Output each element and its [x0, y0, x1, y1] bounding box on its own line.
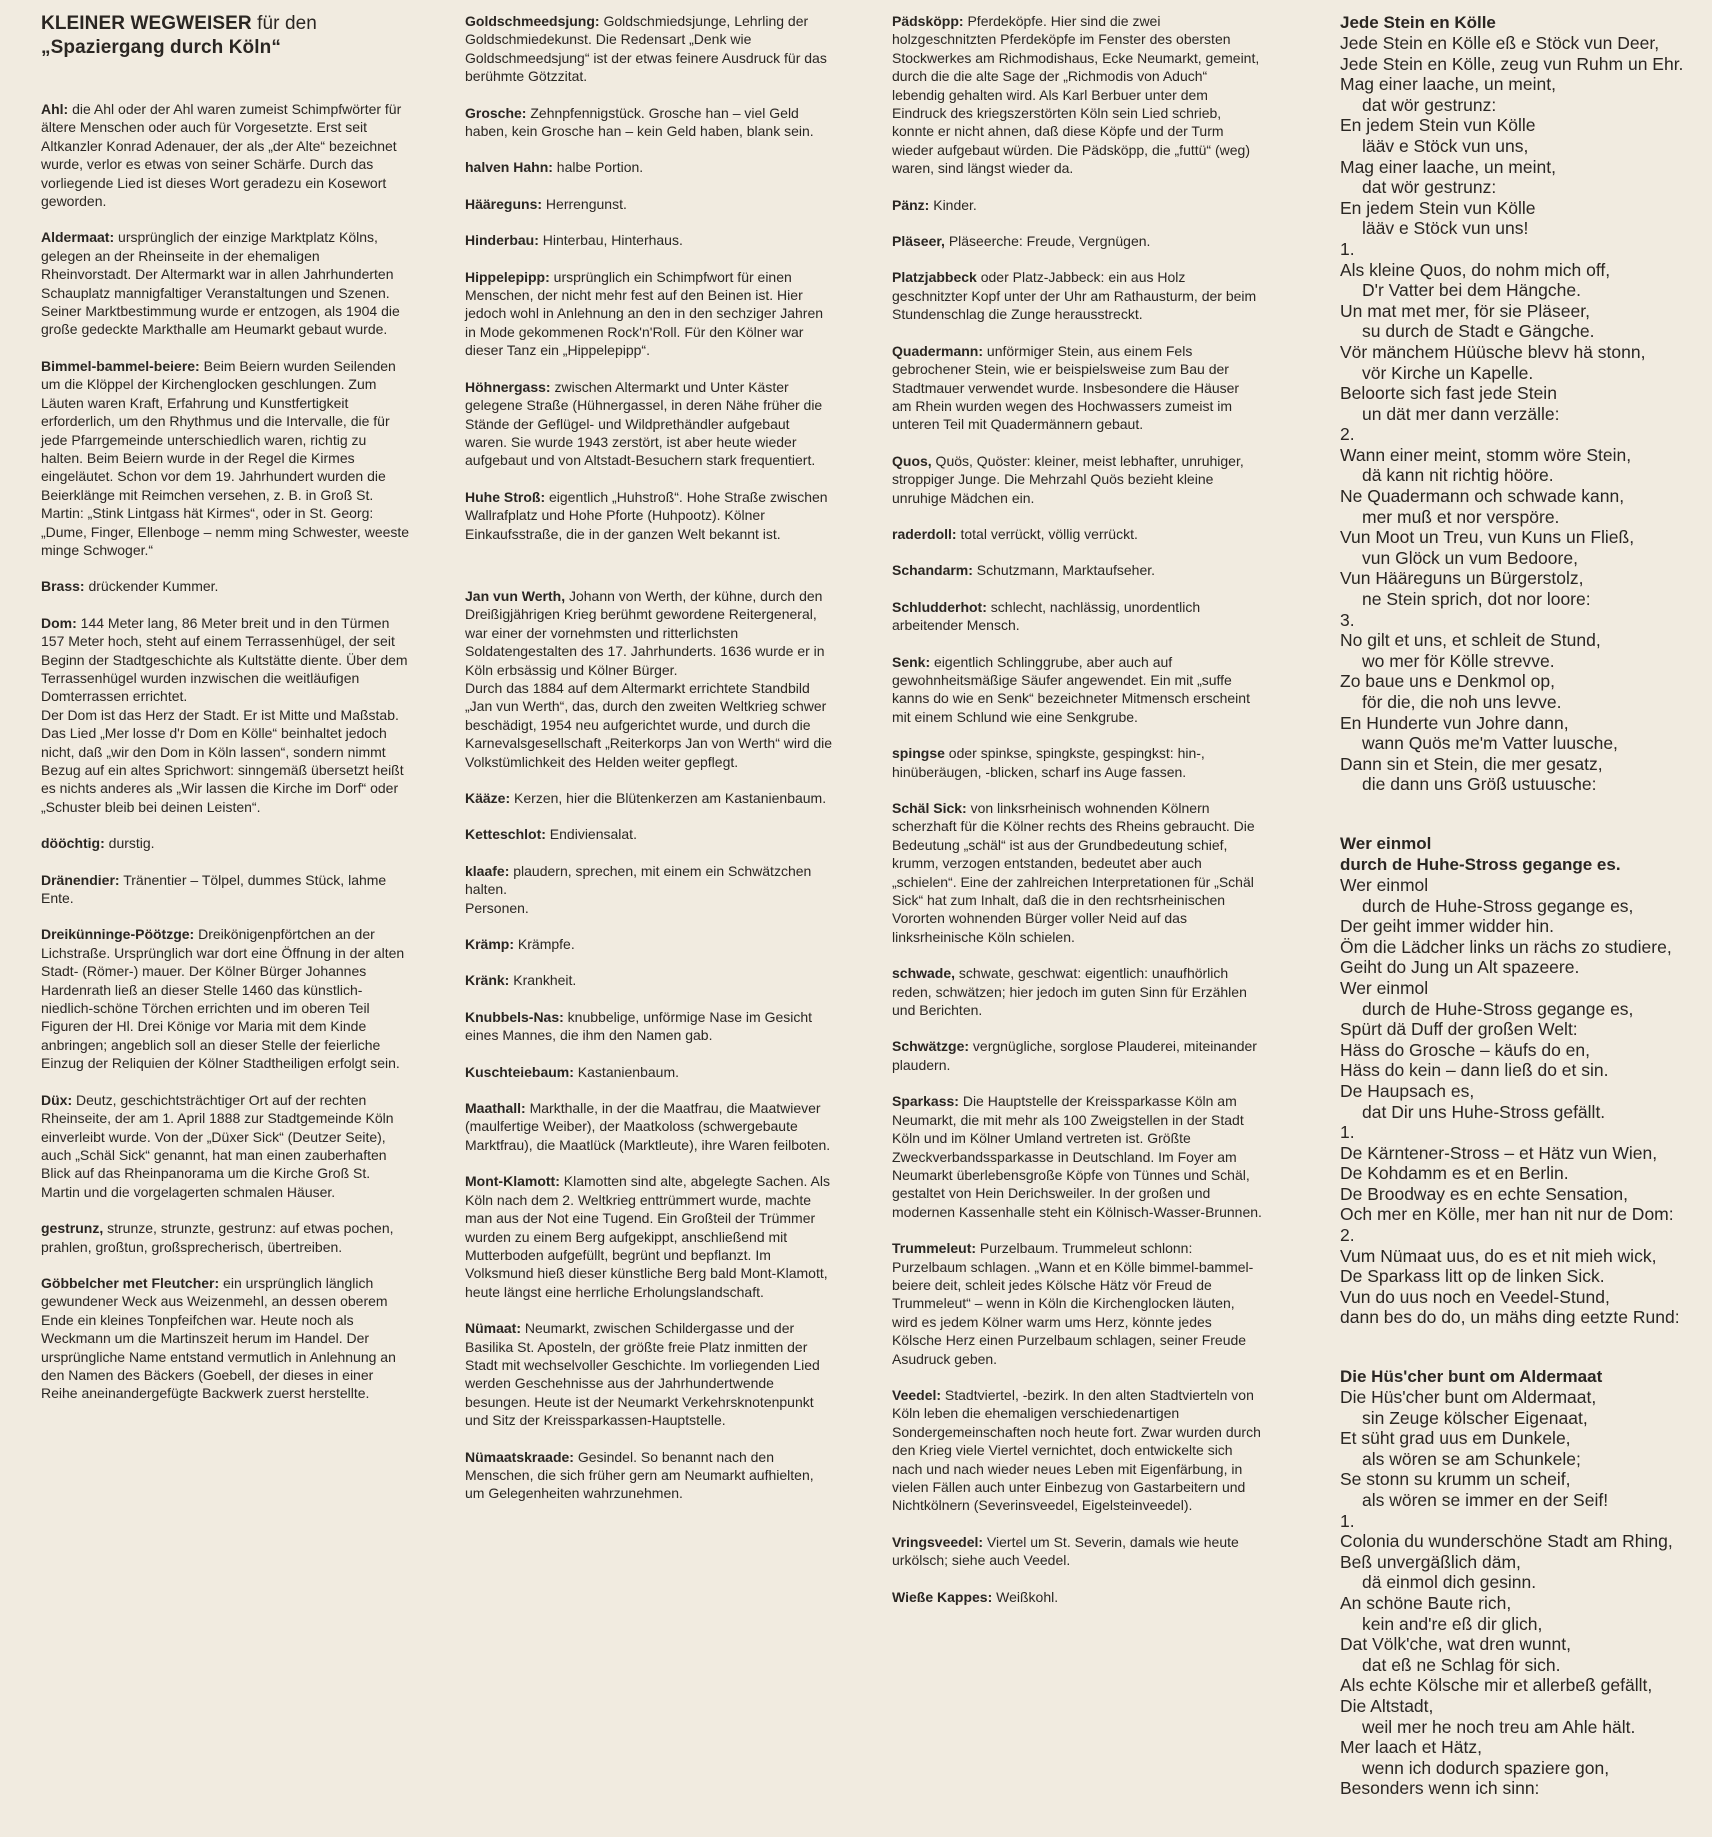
glossary-entry [41, 834, 411, 852]
entry-term: Schäl Sick: [892, 800, 967, 816]
song-line: Dat Völk'che, wat dren wunnt, [1340, 1634, 1571, 1655]
song-line: Vun Moot un Treu, vun Kuns un Fließ, [1340, 527, 1635, 548]
entry-definition: oder spinkse, spingkste, gespingkst: hin-, hinüberäugen, -blicken, scharf ins Auge fassen. [892, 745, 1205, 780]
song-line: Mag einer laache, un meint, [1340, 156, 1556, 177]
entry-term: raderdoll: [892, 525, 957, 542]
entry-definition: durstig. [104, 835, 155, 852]
song-line: Vör mänchem Hüüsche blevv hä stonn, [1340, 341, 1646, 362]
song-line: Häss do kein – dann ließ do et sin. [1340, 1060, 1609, 1081]
glossary-entry [41, 228, 411, 338]
entry-definition: zwischen Altermarkt und Unter Käster gelegene Straße (Hühnergassel, in deren Nähe früher die Stände der Geflügel- und Wildprethändler aufgebaut waren. Sie wurde 1943 zerstört, ist aber heute wieder aufgebaut und von Altstadt-Besuchern stark frequentiert. [465, 378, 823, 469]
glossary-entry [892, 525, 1262, 543]
glossary-title-bold: KLEINER WEGWEISER [41, 13, 252, 34]
entry-paragraph [41, 1219, 411, 1256]
song-line: dat wör gestrunz: [1362, 94, 1497, 115]
entry-definition: Kerzen, hier die Blütenkerzen am Kastanienbaum. [510, 790, 827, 806]
song-line: Die Altstadt, [1340, 1695, 1434, 1716]
song-line: Der geiht immer widder hin. [1340, 916, 1554, 937]
entry-definition: Pferdeköpfe. Hier sind die zwei holzgeschnitzten Pferdeköpfe im Fenster des obersten Stockwerkes am Richmodishaus, Ecke Neumarkt, gemeint, durch die die alte Sage der „Richmodis von Aduch“ lebendig gehalten wird. Als Karl Berbuer unter dem Eindruck des kriegszerstörten Köln sein Lied schrieb, konnte er nicht ahnen, daß diese Köpfe und der Turm wieder aufgebaut würden. Die Pädsköpp, die „futtü“ (weg) waren, sind längst wieder da. [892, 13, 1260, 177]
song-line: Wann einer meint, stomm wöre Stein, [1340, 444, 1632, 465]
glossary-title-line2: „Spaziergang durch Köln“ [41, 37, 281, 58]
song-line: vun Glöck un vum Bedoore, [1362, 547, 1578, 568]
entry-term: Schandarm: [892, 562, 973, 579]
glossary-entry [41, 614, 411, 816]
glossary-entry [892, 1239, 1262, 1368]
entry-term: halven Hahn: [465, 159, 553, 176]
entry-definition: schwate, geschwat: eigentlich: unaufhörlich reden, schwätzen; hier jedoch im guten Sinn für Erzählen und Berichten. [892, 965, 1247, 1019]
entry-paragraph [465, 1099, 835, 1154]
song-line: dat wör gestrunz: [1362, 177, 1497, 198]
glossary-entry [41, 100, 411, 210]
entry-paragraph [41, 1274, 411, 1403]
glossary-title [41, 12, 411, 60]
entry-definition: die Ahl oder der Ahl waren zumeist Schimpfwörter für ältere Menschen oder auch für Vorgesetzte. Erst seit Altkanzler Konrad Adenauer, der als „der Alte“ bezeichnet wurde, verlor es etwas von seiner Schärfe. Durch das vorliegende Lied ist dieses Wort geradezu ein Kosewort geworden. [41, 101, 402, 210]
glossary-entry [41, 1274, 411, 1403]
glossary-entry [892, 561, 1262, 579]
entry-paragraph [892, 268, 1262, 323]
entry-definition: von linksrheinisch wohnenden Kölnern scherzhaft für die Kölner rechts des Rheins gebraucht. Die Bedeutung „schäl“ ist aus der Grundbedeutung schief, krumm, verzogen entstanden, bedeutet aber auch „schielen“. Eine der zahlreichen Interpretationen für „Schäl Sick“ hat zum Inhalt, daß die in den rechtsrheinischen Vororten wohnenden Bürger voller Neid auf das linksrheinische Köln schielen. [892, 800, 1255, 945]
entry-term: Huhe Stroß: [465, 488, 546, 505]
entry-term: Aldermaat: [41, 229, 115, 246]
entry-paragraph [465, 1319, 835, 1429]
entry-term: Kääze: [465, 790, 511, 806]
song-line: 1. [1340, 1510, 1355, 1531]
entry-definition: Quös, Quöster: kleiner, meist lebhafter, unruhiger, stroppiger Junge. Die Mehrzahl Quös bezieht kleine unruhige Mädchen ein. [892, 452, 1244, 506]
entry-definition: Klamotten sind alte, abgelegte Sachen. Als Köln nach dem 2. Weltkrieg enttrümmert wurde, machte man aus der Not eine Tugend. Ein Großteil der Trümmer wurden zu einem Berg aufgekippt, anschließend mit Mutterboden aufgefüllt, begrünt und bepflanzt. Im Volksmund hieß dieser künstliche Berg bald Mont-Klamott, heute längst eine herrliche Erholungslandschaft. [465, 1173, 830, 1300]
entry-term: Dom: [41, 614, 77, 631]
entry-definition: Goldschmiedsjunge, Lehrling der Goldschmiedekunst. Die Redensart „Denk wie Goldschmeedsjung“ ist der etwas feinere Ausdruck für das berühmte Götzzitat. [465, 13, 827, 85]
entry-term: Brass: [41, 578, 85, 595]
glossary-entry [892, 799, 1262, 946]
glossary-entry [465, 971, 835, 989]
song-line: Geiht do Jung un Alt spazeere. [1340, 957, 1580, 978]
entry-definition: Gesindel. So benannt nach den Menschen, die sich früher gern am Neumarkt aufhielten, um Gelegenheiten wahrzunehmen. [465, 1448, 814, 1502]
entry-definition: ursprünglich der einzige Marktplatz Kölns, gelegen an der Rheinseite in der ehemaligen Rheinvorstadt. Der Altermarkt war in allen Jahrhunderten Schauplatz mannigfaltiger Veranstaltungen und Szenen. Seiner Marktbestimmung wurde er entzogen, als 1904 die große gedeckte Markthalle am Heumarkt gebaut wurde. [41, 229, 400, 338]
song-line: Öm die Lädcher links un rächs zo studiere, [1340, 936, 1672, 957]
entry-definition: Herrengunst. [542, 195, 627, 212]
song-line: An schöne Baute rich, [1340, 1592, 1512, 1613]
entry-term: Sparkass: [892, 1093, 959, 1110]
song-line: wann Quös me'm Vatter luusche, [1362, 733, 1618, 754]
entry-term: Höhnergass: [465, 378, 551, 395]
song-line: Zo baue uns e Denkmol op, [1340, 671, 1555, 692]
entry-paragraph [41, 614, 411, 706]
entry-definition: Weißkohl. [992, 1588, 1059, 1605]
entry-term: Hippelepipp: [465, 268, 550, 285]
entry-continuation: Durch das 1884 auf dem Altermarkt errichtete Standbild „Jan vun Werth“, das, durch den zweiten Weltkrieg schwer beschädigt, 1954 neu aufgerichtet wurde, und durch die Karnevalsgesellschaft „Reiterkorps Jan von Werth“ wird die Volkstümlichkeit des Helden weiter gepflegt. [465, 679, 833, 770]
glossary-entry [465, 268, 835, 360]
song-line: Wer einmol [1340, 977, 1429, 998]
song-line: Vun do uus noch en Veedel-Stund, [1340, 1286, 1610, 1307]
entry-term: Schludderhot: [892, 598, 987, 615]
song-line: sin Zeuge kölscher Eigenaat, [1362, 1407, 1588, 1428]
song-line: vör Kirche un Kapelle. [1362, 362, 1534, 383]
entry-definition: Stadtviertel, -bezirk. In den alten Stadtvierteln von Köln leben die ehemaligen verschiedenartigen Sondergemeinschaften noch heute fort. Zwar wurden durch den Krieg viele Viertel vernichtet, doch entwickelte sich nach und nach wieder neues Leben mit Eigenfärbung, in vielen Fällen auch unter Einbezug von Gastarbeitern und Nichtkölnern (Severinsveedel, Eigelsteinveedel). [892, 1386, 1261, 1514]
entry-definition: Viertel um St. Severin, damals wie heute urkölsch; siehe auch Veedel. [892, 1533, 1239, 1569]
entry-paragraph [465, 789, 835, 807]
entry-term: Krämp: [465, 936, 515, 953]
song-line: 2. [1340, 424, 1355, 445]
entry-term: Hääreguns: [465, 195, 543, 212]
entry-term: Schwätzge: [892, 1038, 970, 1055]
entry-term: Mont-Klamott: [465, 1173, 560, 1190]
entry-paragraph [892, 598, 1262, 635]
song-line: su durch de Stadt e Gängche. [1362, 321, 1595, 342]
entry-continuation: Der Dom ist das Herz der Stadt. Er ist Mitte und Maßstab. Das Lied „Mer losse d'r Dom en Kölle“ beinhaltet jedoch nicht, daß „wir den Dom in Köln lassen“, sondern nimmt Bezug auf ein altes Sprichwort: sinngemäß übersetzt heißt es nichts anderes als „Wir lassen die Kirche im Dorf“ oder „Schuster bleib bei deinen Leisten“. [41, 706, 404, 815]
song-line: No gilt et uns, et schleit de Stund, [1340, 630, 1601, 651]
entry-paragraph [892, 799, 1262, 946]
entry-paragraph [892, 1588, 1262, 1606]
entry-definition: halbe Portion. [552, 159, 644, 176]
song-lyrics-column [1340, 12, 1700, 1837]
song-block [1340, 1366, 1700, 1799]
song-line: als wören se am Schunkele; [1362, 1448, 1581, 1469]
glossary-entry [465, 104, 835, 141]
song-line: D'r Vatter bei dem Hängche. [1362, 280, 1581, 301]
entry-term: Pläseer, [892, 233, 945, 250]
entry-term: Vringsveedel: [892, 1533, 984, 1550]
song-line: Mer laach et Hätz, [1340, 1737, 1482, 1758]
entry-definition: drückender Kummer. [84, 578, 219, 595]
entry-definition: Krankheit. [509, 972, 577, 989]
entry-paragraph [41, 357, 411, 559]
glossary-entry [465, 1099, 835, 1154]
entry-term: Dreikünninge-Pöötzge: [41, 926, 195, 943]
glossary-entry [41, 1091, 411, 1201]
entry-term: Maathall: [465, 1100, 526, 1117]
glossary-entry [892, 1533, 1262, 1570]
glossary-entry [465, 862, 835, 917]
song-line: Colonia du wunderschöne Stadt am Rhing, [1340, 1531, 1673, 1552]
glossary-entry [892, 196, 1262, 214]
entry-term: Nümaat: [465, 1320, 522, 1337]
entry-term: Goldschmeedsjung: [465, 13, 600, 29]
song-block [1340, 12, 1700, 795]
song-line: Spürt dä Duff der großen Welt: [1340, 1019, 1578, 1040]
glossary-entry [465, 378, 835, 470]
song-line: för die, die noh uns levve. [1362, 692, 1562, 712]
song-line: Wer einmol [1340, 874, 1429, 895]
glossary-entry [465, 1319, 835, 1429]
song-line: un dät mer dann verzälle: [1362, 403, 1560, 424]
entry-paragraph [465, 1448, 835, 1503]
entry-term: Senk: [892, 653, 931, 670]
song-line: dä kann nit richtig hööre. [1362, 465, 1554, 486]
entry-paragraph [892, 653, 1262, 727]
entry-term: Quadermann: [892, 342, 984, 359]
entry-paragraph [465, 825, 835, 843]
entry-paragraph [892, 342, 1262, 434]
song-line: Besonders wenn ich sinn: [1340, 1778, 1540, 1799]
song-line: De Kärntener-Stross – et Hätz vun Wien, [1340, 1142, 1658, 1163]
entry-paragraph [892, 744, 1262, 781]
entry-definition: total verrückt, völlig verrückt. [956, 525, 1138, 542]
entry-definition: Krämpfe. [514, 936, 575, 953]
entry-paragraph [41, 1091, 411, 1201]
entry-paragraph [465, 268, 835, 360]
entry-paragraph [41, 577, 411, 595]
glossary-entry [41, 871, 411, 908]
entry-paragraph [465, 378, 835, 470]
entry-paragraph [465, 1172, 835, 1301]
entry-paragraph [465, 862, 835, 899]
glossary-entry [465, 587, 835, 771]
entry-term: Nümaatskraade: [465, 1448, 574, 1465]
entry-paragraph [465, 1063, 835, 1081]
glossary-entry [41, 1219, 411, 1256]
glossary-entry [892, 268, 1262, 323]
song-line: Mag einer laache, un meint, [1340, 74, 1556, 95]
entry-paragraph [892, 12, 1262, 178]
entry-term: Platzjabbeck [892, 269, 977, 286]
entry-paragraph [41, 228, 411, 338]
glossary-entry [41, 577, 411, 595]
song-line: Ne Quadermann och schwade kann, [1340, 486, 1625, 507]
glossary-entry [465, 935, 835, 953]
entry-definition: Neumarkt, zwischen Schildergasse und der Basilika St. Aposteln, der größte freie Platz inmitten der Stadt mit wechselvoller Geschichte. Im vorliegenden Lied werden Geschehnisse aus der Jahrhundertwende besungen. Heute ist der Neumarkt Verkehrsknotenpunkt und Sitz der Kreissparkassen-Hauptstelle. [465, 1320, 820, 1429]
song-block [1340, 833, 1700, 1328]
entry-term: Kuschteiebaum: [465, 1063, 574, 1080]
song-title: durch de Huhe-Stross gegange es. [1340, 854, 1621, 874]
song-line: dat Dir uns Huhe-Stross gefällt. [1362, 1101, 1606, 1122]
song-line: 3. [1340, 609, 1355, 630]
entry-definition: vergnügliche, sorglose Plauderei, miteinander plaudern. [892, 1038, 1257, 1073]
entry-paragraph [892, 525, 1262, 543]
entry-paragraph [465, 12, 835, 86]
entry-paragraph [892, 964, 1262, 1019]
song-line: dat eß ne Schlag för sich. [1362, 1654, 1561, 1675]
glossary-title-rest: für den [251, 13, 317, 34]
entry-term: Wieße Kappes: [892, 1588, 993, 1605]
glossary-entry [892, 452, 1262, 507]
entry-term: Ketteschlot: [465, 826, 546, 843]
entry-definition: plaudern, sprechen, mit einem ein Schwätzchen halten. [465, 862, 812, 898]
entry-definition: Markthalle, in der die Maatfrau, die Maatwiever (maulfertige Weiber), der Maatkoloss (schwergebaute Marktfrau), die Maatlück (Marktleute), ihre Waren feilboten. [465, 1100, 831, 1153]
entry-paragraph [465, 587, 835, 679]
song-line: Beß unvergäßlich däm, [1340, 1551, 1521, 1572]
entry-paragraph [465, 195, 835, 213]
entry-term: Quos, [892, 452, 932, 469]
entry-paragraph [892, 561, 1262, 579]
glossary-entry [892, 1037, 1262, 1074]
entry-term: Hinderbau: [465, 232, 539, 249]
glossary-entry [41, 357, 411, 559]
entry-definition: Tränentier – Tölpel, dummes Stück, lahme Ente. [41, 871, 387, 907]
song-line: durch de Huhe-Stross gegange es, [1362, 998, 1634, 1019]
glossary-entry [465, 158, 835, 176]
entry-paragraph [465, 1008, 835, 1045]
entry-paragraph [465, 488, 835, 543]
entry-term: Veedel: [892, 1386, 942, 1403]
glossary-entry [465, 1448, 835, 1503]
song-line: mer muß et nor verspöre. [1362, 506, 1560, 527]
entry-term: Ahl: [41, 101, 69, 117]
entry-paragraph [892, 1386, 1262, 1515]
song-line: 2. [1340, 1225, 1355, 1246]
song-line: Dann sin et Stein, die mer gesatz, [1340, 753, 1603, 774]
entry-term: Pänz: [892, 196, 930, 213]
song-line: De Broodway es en echte Sensation, [1340, 1183, 1628, 1204]
entry-paragraph [465, 971, 835, 989]
glossary-entry [892, 342, 1262, 434]
entry-term: Grosche: [465, 104, 527, 121]
entry-paragraph [41, 925, 411, 1072]
entry-paragraph [41, 100, 411, 210]
glossary-entry [892, 1588, 1262, 1606]
entry-definition: Deutz, geschichtsträchtiger Ort auf der rechten Rheinseite, der am 1. April 1888 zur Stadtgemeinde Köln einverleibt wurde. Von der „Düxer Sick“ (Deutzer Seite), auch „Schäl Sick“ genannt, hat man einen zauberhaften Blick auf das Rheinpanorama um die Kirche Groß St. Martin und die vorgelagerten schmalen Häuser. [41, 1091, 394, 1200]
song-line: Och mer en Kölle, mer han nit nur de Dom: [1340, 1204, 1674, 1225]
song-line: dann bes do do, un mähs ding eetzte Rund: [1340, 1307, 1680, 1328]
song-line: als wören se immer en der Seif! [1362, 1490, 1609, 1510]
entry-term: Düx: [41, 1091, 73, 1108]
entry-paragraph [41, 871, 411, 908]
entry-definition: 144 Meter lang, 86 Meter breit und in den Türmen 157 Meter hoch, steht auf einem Terrassenhügel, der seit Beginn der Stadtgeschichte als Kultstätte diente. Über dem Terrassenhügel wurden inzwischen die weitläufigen Domterrassen errichtet. [41, 614, 408, 705]
song-line: Jede Stein en Kölle, zeug vun Ruhm un Ehr. [1340, 53, 1684, 74]
entry-definition: Endiviensalat. [545, 826, 637, 843]
song-line: wenn ich dodurch spaziere gon, [1362, 1757, 1610, 1778]
glossary-entry [892, 1092, 1262, 1221]
glossary-entry [465, 488, 835, 543]
entry-term: Knubbels-Nas: [465, 1008, 564, 1025]
entry-continuation: Personen. [465, 899, 529, 916]
song-line: Se stonn su krumm un scheif, [1340, 1469, 1571, 1490]
entry-term: schwade, [892, 965, 956, 982]
song-line: kein and're eß dir glich, [1362, 1613, 1543, 1634]
entry-definition: Beim Beiern wurden Seilenden um die Klöppel der Kirchenglocken geschlungen. Zum Läuten waren Kraft, Erfahrung und Kunstfertigkeit erforderlich, um den Rhythmus und die Intervalle, die für jede Pfarrgemeinde unterschiedlich waren, richtig zu halten. Beim Beiern wurde in der Regel die Kirmes eingeläutet. Schon vor dem 19. Jahrhundert wurden die Beierklänge mit Reimchen versehen, z. B. in Groß St. Martin: „Stink Lintgass hät Kirmes“, oder in St. Georg: „Dume, Finger, Ellenboge – nemm ming Schwester, weeste minge Schwoger.“ [41, 357, 410, 558]
song-line: durch de Huhe-Stross gegange es, [1362, 895, 1634, 916]
song-line: dä einmol dich gesinn. [1362, 1572, 1537, 1593]
entry-paragraph [892, 1037, 1262, 1074]
song-line: En Hunderte vun Johre dann, [1340, 712, 1569, 733]
glossary-entry [465, 12, 835, 86]
entry-definition: Johann von Werth, der kühne, durch den Dreißigjährigen Krieg berühmt gewordene Reitergeneral, war einer der vornehmsten und ritterlichsten Soldatengestalten des 17. Jahrhunderts. 1636 wurde er in Köln erbsässig und Kölner Bürger. [465, 587, 825, 678]
glossary-entry [465, 1172, 835, 1301]
entry-definition: ursprünglich ein Schimpfwort für einen Menschen, der nicht mehr fest auf den Beinen ist. Hier jedoch wohl in Anlehnung an den in den sechziger Jahren in Mode gekommenen Rock'n'Roll. Für den Kölner war dieser Tanz ein „Hippelepipp“. [465, 268, 824, 359]
song-line: De Kohdamm es et en Berlin. [1340, 1163, 1569, 1184]
entry-paragraph [892, 232, 1262, 250]
entry-definition: Hinterbau, Hinterhaus. [538, 232, 683, 249]
entry-definition: Kastanienbaum. [573, 1063, 679, 1080]
song-line: wo mer för Kölle strevve. [1362, 650, 1555, 671]
entry-definition: Pläseerche: Freude, Vergnügen. [944, 233, 1151, 250]
entry-definition: Die Hauptstelle der Kreissparkasse Köln am Neumarkt, die mit mehr als 100 Zweigstellen in der Stadt Köln und im Kölner Umland vertreten ist. Größte Zweckverbandssparkasse in Deutschland. Im Foyer am Neumarkt überlebensgroße Köpfe von Tünnes und Schäl, gestaltet von Hein Derichsweiler. In der großen und modernen Kassenhalle steht ein Kölnisch-Wasser-Brunnen. [892, 1093, 1262, 1220]
song-line: Un mat met mer, för sie Pläseer, [1340, 300, 1590, 321]
song-line: ne Stein sprich, dot nor loore: [1362, 589, 1591, 610]
glossary-column-2 [465, 12, 835, 1521]
entry-paragraph [465, 935, 835, 953]
entry-definition: eigentlich Schlinggrube, aber auch auf gewohnheitsmäßige Säufer angewendet. Ein mit „suffe kanns do wie en Senk“ bezeichneter Mitmensch erscheint mit einem Schlund wie eine Senkgrube. [892, 653, 1250, 725]
entry-definition: Kinder. [929, 196, 977, 213]
entry-definition: Purzelbaum. Trummeleut schlonn: Purzelbaum schlagen. „Wann et en Kölle bimmel-bammel-beiere deit, schleit jedes Kölsche Hätz vör Freud de Trummeleut“ – wenn in Köln die Kirchenglocken läuten, wird es jedem Kölner warm ums Herz, könnte jedes Kölsche Herz einen Purzelbaum schlagen, seiner Freude Asudruck geben. [892, 1240, 1254, 1367]
glossary-entry [465, 789, 835, 807]
entry-definition: ein ursprünglich länglich gewundener Weck aus Weizenmehl, an dessen oberem Ende ein kleines Tonpfeifchen war. Heute noch als Weckmann um die Martinszeit herum im Handel. Der ursprüngliche Name entstand vermutlich in Anlehnung an den Namen des Bäckers (Goebell, der dieses in einer Reihe aneinandergefügte Backwerk zuerst herstellte. [41, 1274, 396, 1402]
glossary-column-1 [41, 12, 411, 1421]
glossary-entry [892, 598, 1262, 635]
song-line: Als kleine Quos, do nohm mich off, [1340, 259, 1611, 280]
song-line: En jedem Stein vun Kölle [1340, 197, 1536, 218]
entry-term: dööchtig: [41, 835, 105, 852]
glossary-entry [892, 12, 1262, 178]
song-title: Die Hüs'cher bunt om Aldermaat [1340, 1367, 1603, 1387]
entry-term: klaafe: [465, 862, 510, 879]
entry-paragraph [465, 231, 835, 249]
glossary-entry [465, 825, 835, 843]
song-line: Jede Stein en Kölle eß e Stöck vun Deer, [1340, 33, 1660, 53]
glossary-entry [892, 964, 1262, 1019]
entry-definition: Schutzmann, Marktaufseher. [972, 562, 1156, 579]
glossary-entry [465, 1008, 835, 1045]
song-line: Beloorte sich fast jede Stein [1340, 383, 1557, 404]
song-line: lääv e Stöck vun uns! [1362, 218, 1529, 239]
entry-paragraph [465, 104, 835, 141]
entry-definition: oder Platz-Jabbeck: ein aus Holz geschnitzter Kopf unter der Uhr am Rathausturm, der beim Stundenschlag die Zunge herausstreckt. [892, 269, 1257, 323]
song-line: Häss do Grosche – käufs do en, [1340, 1039, 1590, 1060]
glossary-entry [465, 1063, 835, 1081]
glossary-entry [892, 653, 1262, 727]
glossary-entry [41, 925, 411, 1072]
song-line: Vum Nümaat uus, do es et nit mieh wick, [1340, 1245, 1657, 1266]
song-line: 1. [1340, 1122, 1355, 1143]
entry-paragraph [892, 452, 1262, 507]
entry-term: Dränendier: [41, 871, 120, 888]
entry-definition: Zehnpfennigstück. Grosche han – viel Geld haben, kein Grosche han – kein Geld haben, blank sein. [465, 104, 814, 140]
entry-paragraph [892, 1092, 1262, 1221]
song-line: De Haupsach es, [1340, 1080, 1475, 1101]
glossary-entry [892, 1386, 1262, 1515]
entry-term: Jan vun Werth, [465, 587, 566, 604]
glossary-entry [892, 744, 1262, 781]
song-line: Die Hüs'cher bunt om Aldermaat, [1340, 1387, 1597, 1408]
song-line: Vun Hääreguns un Bürgerstolz, [1340, 568, 1584, 589]
entry-term: Bimmel-bammel-beiere: [41, 357, 200, 374]
entry-definition: Dreikönigenpförtchen an der Lichstraße. Ursprünglich war dort eine Öffnung in der alten Stadt- (Römer-) mauer. Der Kölner Bürger Johannes Hardenrath ließ an dieser Stelle 1460 das künstlich-niedlich-schöne Törchen errichten und im oberen Teil Figuren der Hl. Drei Könige vor Maria mit dem Kinde anbringen; angeblich soll an dieser Stelle der feierliche Einzug der Reliquien der Kölner Stadtheiligen erfolgt sein. [41, 926, 405, 1072]
entry-term: spingse [892, 745, 945, 762]
glossary-entry [465, 231, 835, 249]
song-line: die dann uns Größ ustuusche: [1362, 774, 1597, 795]
entry-paragraph [892, 196, 1262, 214]
entry-definition: schlecht, nachlässig, unordentlich arbeitender Mensch. [892, 598, 1201, 634]
song-line: De Sparkass litt op de linken Sick. [1340, 1266, 1605, 1287]
song-line: En jedem Stein vun Kölle [1340, 115, 1536, 136]
entry-definition: unförmiger Stein, aus einem Fels gebrochener Stein, wie er beispielsweise zum Bau der Stadtmauer verwendet wurde. Insbesondere die Häuser am Rhein wurden wegen des Hochwassers zumeist im unteren Teil mit Quadermännern gebaut. [892, 342, 1240, 433]
entry-term: Trummeleut: [892, 1240, 977, 1257]
glossary-entry [892, 232, 1262, 250]
entry-paragraph [892, 1239, 1262, 1368]
song-line: Et süht grad uus em Dunkele, [1340, 1428, 1571, 1449]
glossary-entry [465, 195, 835, 213]
entry-term: gestrunz, [41, 1220, 104, 1237]
song-line: 1. [1340, 238, 1355, 259]
song-title: Wer einmol [1340, 833, 1432, 853]
song-title: Jede Stein en Kölle [1340, 13, 1496, 32]
entry-term: Göbbelcher met Fleutcher: [41, 1274, 220, 1291]
song-line: Als echte Kölsche mir et allerbeß gefällt, [1340, 1675, 1653, 1696]
song-line: lääv e Stöck vun uns, [1362, 135, 1529, 156]
entry-definition: strunze, strunzte, gestrunz: auf etwas pochen, prahlen, großtun, großsprecherisch, übertreiben. [41, 1220, 394, 1255]
entry-definition: knubbelige, unförmige Nase im Gesicht eines Mannes, die ihm den Namen gab. [465, 1008, 813, 1044]
entry-term: Pädsköpp: [892, 13, 964, 29]
entry-paragraph [465, 158, 835, 176]
entry-term: Kränk: [465, 972, 510, 989]
entry-definition: eigentlich „Huhstroß“. Hohe Straße zwischen Wallrafplatz und Hohe Pforte (Huhpootz). Kölner Einkaufsstraße, die in der ganzen Welt bekannt ist. [465, 488, 828, 542]
entry-paragraph [41, 834, 411, 852]
song-line: weil mer he noch treu am Ahle hält. [1362, 1716, 1636, 1737]
entry-paragraph [892, 1533, 1262, 1570]
glossary-column-3 [892, 12, 1262, 1624]
